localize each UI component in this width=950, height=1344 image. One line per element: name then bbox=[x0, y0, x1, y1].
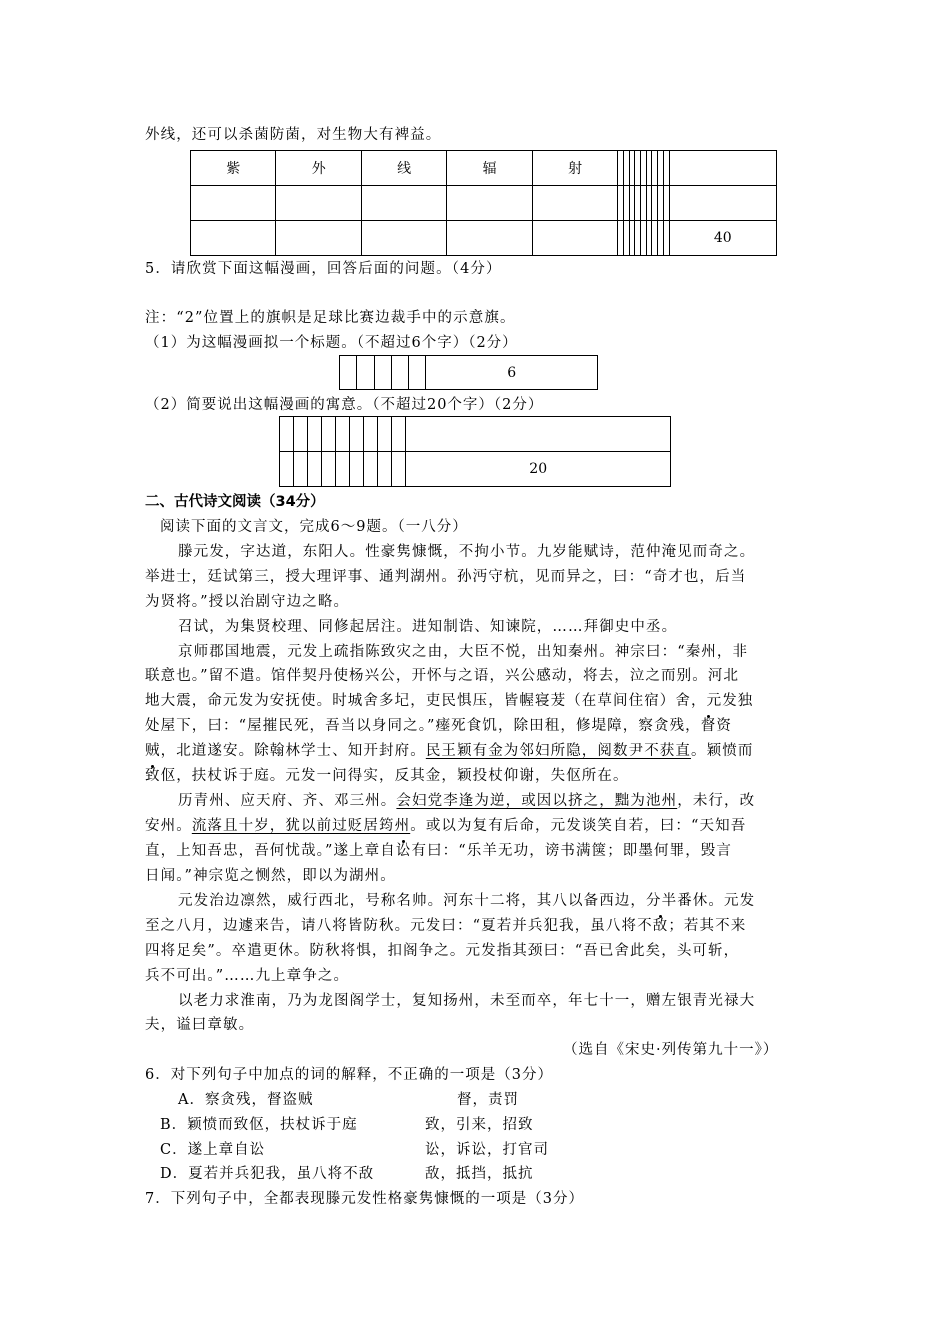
passage-line: 联意也。”留不遣。馆伴契丹使杨兴公，开怀与之语，兴公感动，将去，泣之而别。河北 bbox=[145, 668, 740, 684]
grid-cell[interactable] bbox=[276, 221, 361, 256]
grid-cell[interactable]: 辐 bbox=[447, 151, 532, 186]
passage-text: 直，上知吾忠，吾何忧哉。”遂上章自 bbox=[145, 843, 396, 859]
grid-cell[interactable] bbox=[406, 417, 671, 452]
q7-stem: 7．下列句子中，全都表现滕元发性格豪隽慷慨的一项是（3分） bbox=[145, 1191, 584, 1207]
section2-instruction: 阅读下面的文言文，完成6～9题。（一八分） bbox=[160, 519, 468, 535]
passage-line: 兵不可出。”……九上章争之。 bbox=[145, 968, 350, 984]
grid-cell[interactable] bbox=[361, 186, 446, 221]
grid-cell-count: 40 bbox=[669, 221, 776, 256]
passage-text: 有曰：“乐羊无功，谤书满箧；即墨何罪，毁言 bbox=[411, 843, 732, 859]
grid-cell[interactable] bbox=[532, 221, 617, 256]
grid-cell[interactable] bbox=[308, 452, 322, 487]
q6-option-b[interactable]: B．颖愤而致伛，扶杖诉于庭 bbox=[160, 1117, 358, 1133]
grid-cell[interactable] bbox=[336, 452, 350, 487]
grid-cell[interactable] bbox=[447, 221, 532, 256]
q5-sub2: （2）简要说出这幅漫画的寓意。（不超过20个字）（2分） bbox=[145, 397, 544, 413]
passage-line: 为贤将。”授以治剧守边之略。 bbox=[145, 594, 350, 610]
passage-text: 贼，北道遂安。除翰林学士、知开封府。 bbox=[145, 743, 426, 759]
passage-line bbox=[145, 714, 807, 738]
grid-cell[interactable] bbox=[308, 417, 322, 452]
intro-line: 外线，还可以杀菌防菌，对生物大有裨益。 bbox=[145, 127, 442, 143]
grid-cell[interactable] bbox=[409, 356, 426, 390]
underlined-sentence: 会妇党李逢为逆，或因以挤之，黜为池州 bbox=[396, 793, 678, 809]
passage-line: 日闻。”神宗览之恻然，即以为湖州。 bbox=[145, 868, 396, 884]
passage-line bbox=[178, 789, 807, 813]
passage-line: 元发治边凛然，威行西北，号称名帅。河东十二将，其八以备西边，分半番休。元发 bbox=[178, 893, 756, 909]
grid-cell[interactable] bbox=[294, 452, 308, 487]
passage-line: 滕元发，字达道，东阳人。性豪隽慷慨，不拘小节。九岁能赋诗，范仲淹见而奇之。 bbox=[178, 544, 756, 560]
grid-cell[interactable] bbox=[280, 452, 294, 487]
dotted-word: 敌 bbox=[652, 918, 669, 934]
grid-cell[interactable] bbox=[336, 417, 350, 452]
grid-cell[interactable] bbox=[392, 452, 406, 487]
answer-grid-20[interactable] bbox=[279, 416, 671, 487]
grid-cell[interactable] bbox=[350, 452, 364, 487]
passage-text: 处屋下，曰：“屋摧民死，吾当以身同之。”瘗死食饥，除田租，修堤障，察贪残， bbox=[145, 718, 701, 734]
passage-source: （选自《宋史·列传第九十一》） bbox=[563, 1042, 779, 1058]
underlined-sentence: 民王颖有金为邻妇所隐，阅数尹不获直 bbox=[425, 743, 692, 759]
passage-text: ；若其不来 bbox=[668, 918, 747, 934]
grid-cell[interactable] bbox=[669, 151, 776, 186]
grid-cell[interactable] bbox=[350, 417, 364, 452]
passage-text: 资 bbox=[716, 718, 732, 734]
passage-text: 至之八月，边遽来告，请八将皆防秋。元发曰：“夏若并兵犯我，虽八将不 bbox=[145, 918, 653, 934]
grid-cell[interactable] bbox=[340, 356, 357, 390]
grid-cell[interactable] bbox=[374, 356, 391, 390]
q6-option-a[interactable]: A．察贪残，督盗贼 bbox=[178, 1092, 314, 1108]
q5-title: 5．请欣赏下面这幅漫画，回答后面的问题。（4分） bbox=[145, 261, 502, 277]
q6-option-c[interactable]: C．遂上章自讼 bbox=[160, 1142, 266, 1158]
grid-cell[interactable] bbox=[322, 452, 336, 487]
passage-text: ，未行，改 bbox=[677, 793, 756, 809]
passage-line bbox=[145, 764, 807, 788]
q5-note: 注：“2”位置上的旗帜是足球比赛边裁手中的示意旗。 bbox=[145, 310, 516, 326]
underlined-sentence: 流落且十岁，犹以前过贬居筠州 bbox=[191, 818, 411, 834]
passage-text: 安州。 bbox=[145, 818, 192, 834]
grid-cell[interactable] bbox=[364, 452, 378, 487]
passage-line: 四将足矣”。卒遣更休。防秋将惧，扣阁争之。元发指其颈曰：“吾已舍此矣，头可斩， bbox=[145, 943, 740, 959]
grid-cell[interactable] bbox=[191, 186, 276, 221]
answer-grid-40[interactable] bbox=[190, 150, 777, 256]
section2-heading: 二、古代诗文阅读（34分） bbox=[145, 494, 325, 510]
q6-stem: 6．对下列句子中加点的词的解释，不正确的一项是（3分） bbox=[145, 1067, 553, 1083]
grid-cell[interactable]: 外 bbox=[276, 151, 361, 186]
grid-cell[interactable] bbox=[532, 186, 617, 221]
passage-line: 举进士，廷试第三，授大理评事、通判湖州。孙沔守杭，见而异之，曰：“奇才也，后当 bbox=[145, 569, 747, 585]
grid-cell[interactable] bbox=[280, 417, 294, 452]
grid-cell[interactable] bbox=[669, 186, 776, 221]
passage-line: 京师郡国地震，元发上疏指陈致灾之由，大臣不悦，出知秦州。神宗曰：“秦州，非 bbox=[178, 644, 749, 660]
grid-cell[interactable] bbox=[191, 221, 276, 256]
grid-cell[interactable] bbox=[276, 186, 361, 221]
passage-text: 。或以为复有后命，元发谈笑自若，曰：“天知吾 bbox=[410, 818, 747, 834]
grid-cell[interactable]: 射 bbox=[532, 151, 617, 186]
grid-cell[interactable] bbox=[357, 356, 374, 390]
grid-cell[interactable] bbox=[391, 356, 408, 390]
grid-cell[interactable] bbox=[322, 417, 336, 452]
grid-cell[interactable] bbox=[361, 221, 446, 256]
grid-cell[interactable] bbox=[378, 452, 392, 487]
answer-grid-6[interactable] bbox=[339, 355, 598, 390]
passage-line: 地大震，命元发为安抚使。时城舍多圮，吏民惧压，皆幄寝茇（在草间住宿）舍，元发独 bbox=[145, 693, 754, 709]
q6-gloss-b: 致，引来，招致 bbox=[425, 1117, 534, 1133]
dotted-word: 督 bbox=[700, 718, 717, 734]
grid-cell[interactable]: 紫 bbox=[191, 151, 276, 186]
grid-cell-count: 20 bbox=[406, 452, 671, 487]
passage-text: 。颖愤而 bbox=[691, 743, 754, 759]
q6-option-d[interactable]: D．夏若并兵犯我，虽八将不敌 bbox=[160, 1166, 375, 1182]
q6-gloss-d: 敌，抵挡，抵抗 bbox=[425, 1166, 534, 1182]
dotted-word: 致 bbox=[145, 768, 161, 784]
passage-text: 历青州、应天府、齐、邓三州。 bbox=[178, 793, 397, 809]
passage-line: 召试，为集贤校理、同修起居注。进知制诰、知谏院，……拜御史中丞。 bbox=[178, 619, 678, 635]
passage-line bbox=[145, 914, 807, 938]
grid-cell[interactable]: 线 bbox=[361, 151, 446, 186]
grid-cell[interactable] bbox=[392, 417, 406, 452]
q5-sub1: （1）为这幅漫画拟一个标题。（不超过6个字）（2分） bbox=[145, 335, 518, 351]
passage-line: 以老力求淮南，乃为龙图阁学士，复知扬州，未至而卒，年七十一，赠左银青光禄大 bbox=[178, 993, 756, 1009]
passage-line: 夫，谥曰章敏。 bbox=[145, 1017, 255, 1033]
grid-cell-count: 6 bbox=[426, 356, 598, 390]
passage-line bbox=[145, 839, 807, 863]
grid-cell[interactable] bbox=[364, 417, 378, 452]
grid-cell[interactable] bbox=[447, 186, 532, 221]
passage-line bbox=[145, 739, 807, 763]
passage-text: 伛，扶杖诉于庭。元发一问得实，反其金，颖投杖仰谢，失伛所在。 bbox=[160, 768, 629, 784]
grid-cell[interactable] bbox=[294, 417, 308, 452]
grid-cell[interactable] bbox=[378, 417, 392, 452]
passage-line bbox=[145, 814, 807, 838]
dotted-word: 讼 bbox=[395, 843, 412, 859]
q6-gloss-a: 督，责罚 bbox=[457, 1092, 519, 1108]
q6-gloss-c: 讼，诉讼，打官司 bbox=[425, 1142, 549, 1158]
